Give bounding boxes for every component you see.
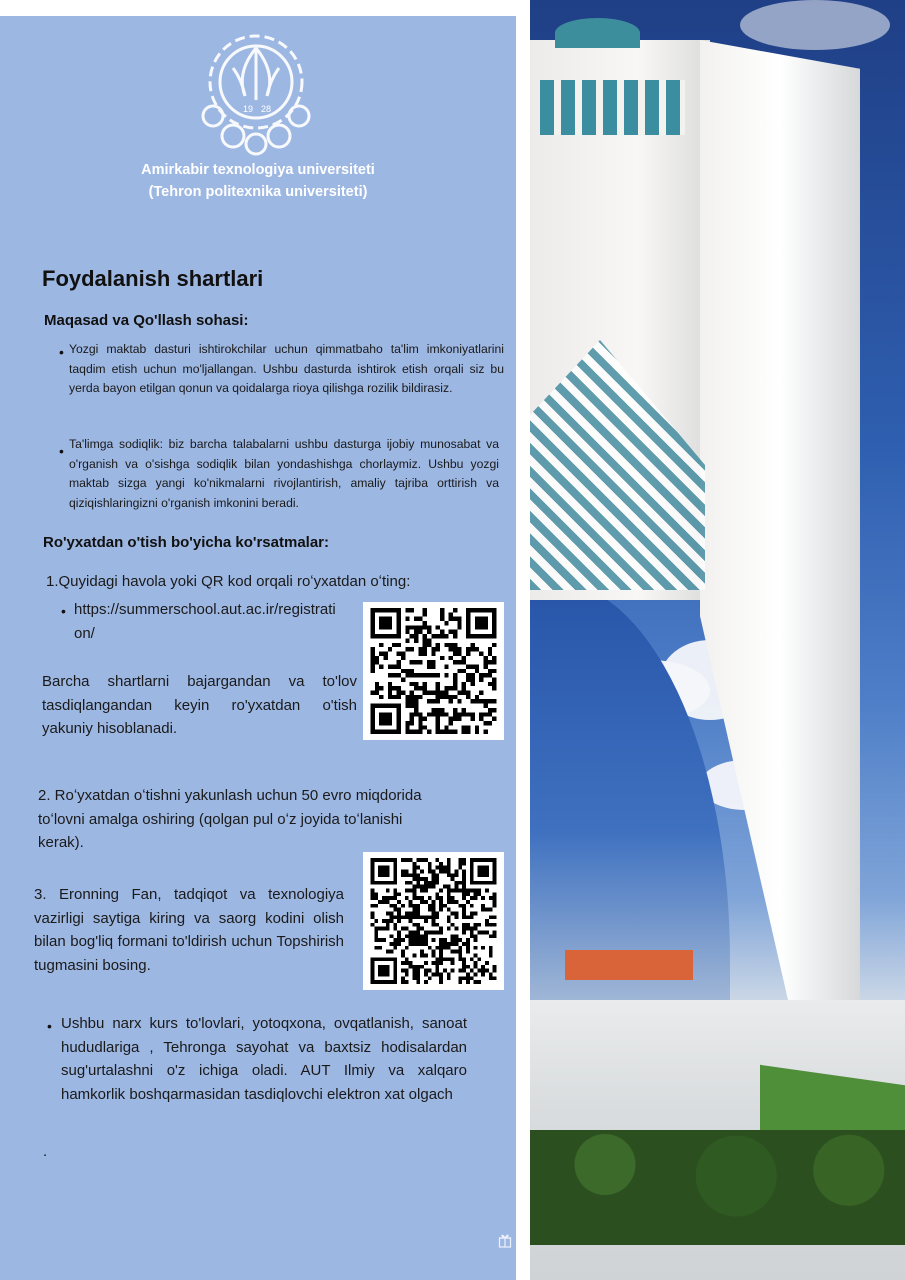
- bullet-dot-icon: •: [61, 603, 66, 619]
- registration-step-2: 2. Roʻyxatdan oʻtishni yakunlash uchun 50 evro miqdorida toʻlovni amalga oshiring (qolgan pul oʻz joyida toʻlanishi kerak).: [38, 787, 422, 851]
- top-margin: [0, 0, 530, 16]
- purpose-bullet-2: Ta'limga sodiqlik: biz barcha talabalarni ushbu dasturga ijobiy munosabat va o'rganish va o'sishga sodiqlik bilan yondashishga chorlaymiz. Ushbu yozgi maktab sizga yangi ko'nikmalarni rivojlantirish, amaliy tajriba orttirish va qiziqishlaringizni o'rganish imkonini beradi.: [69, 437, 499, 510]
- qr-code-ministry[interactable]: [363, 852, 504, 990]
- qr-code-icon: [369, 608, 498, 734]
- page-title: Foydalanish shartlari: [42, 266, 264, 291]
- university-subtitle: (Tehron politexnika universiteti): [148, 184, 368, 200]
- registration-note: Barcha shartlarni bajargandan va to'lov tasdiqlangandan keyin ro'yxatdan o'tish yakuniy hisoblanadi.: [42, 673, 357, 737]
- gift-icon: [498, 1232, 512, 1248]
- registration-step-1: 1.Quyidagi havola yoki QR kod orqali roʻyxatdan oʻting:: [46, 573, 411, 590]
- qr-code-registration[interactable]: [363, 602, 504, 740]
- cost-bullet: Ushbu narx kurs to'lovlari, yotoqxona, ovqatlanish, sanoat hududlariga , Tehronga sayohat va baxtsiz hodisalardan sug'urtalashni o'z ichiga oladi. AUT Ilmiy va xalqaro hamkorlik boshqarmasidan tasdiqlovchi elektron xat olgach: [61, 1015, 467, 1103]
- purpose-bullet-1: Yozgi maktab dasturi ishtirokchilar uchun qimmatbaho ta'lim imkoniyatlarini taqdim etish uchun mo'ljallangan. Ushbu dasturda ishtirok etish orqali siz bu yerda bayon etilgan qonun va qoidalarga rioya qilishga rozilik bildirasiz.: [69, 342, 504, 395]
- qr-code-icon: [369, 858, 498, 984]
- logo-year-right: 28: [261, 104, 272, 114]
- azadi-tower-photo: [530, 0, 905, 1280]
- bullet-dot-icon: •: [59, 344, 64, 360]
- logo-year-left: 19: [243, 104, 254, 114]
- university-logo: [193, 24, 319, 156]
- university-emblem-icon: [193, 24, 319, 156]
- registration-step-3: 3. Eronning Fan, tadqiqot va texnologiya vazirligi saytiga kiring va saorg kodini olish bilan bog'liq formani to'ldirish uchun Topshirish tugmasini bosing.: [34, 886, 344, 974]
- registration-link[interactable]: https://summerschool.aut.ac.ir/registration/: [74, 601, 336, 642]
- panel-gutter: [516, 0, 530, 1280]
- bullet-dot-icon: •: [47, 1018, 52, 1034]
- university-name: Amirkabir texnologiya universiteti: [141, 162, 375, 178]
- trailing-dot: .: [43, 1143, 48, 1160]
- bullet-dot-icon: •: [59, 443, 64, 459]
- purpose-heading: Maqasad va Qo'llash sohasi:: [44, 312, 249, 329]
- registration-heading: Ro'yxatdan o'tish bo'yicha ko'rsatmalar:: [43, 534, 330, 551]
